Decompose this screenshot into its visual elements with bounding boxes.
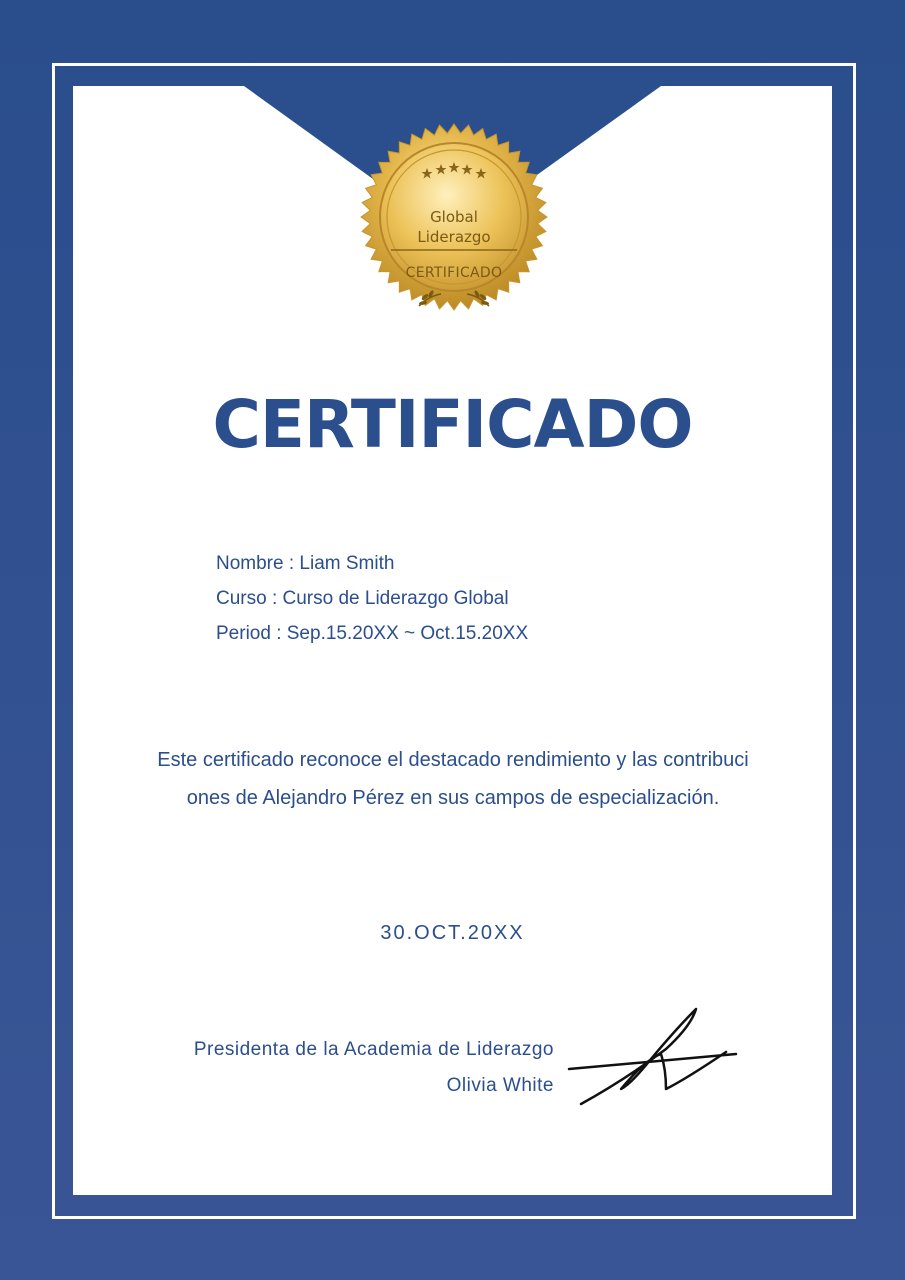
- statement-line-1: Este certificado reconoce el destacado rendimiento y las contribuci: [157, 749, 749, 771]
- certificate-paper: [73, 86, 832, 1195]
- statement-line-2: ones de Alejandro Pérez en sus campos de especialización.: [186, 787, 720, 809]
- seal-text-liderazgo: Liderazgo: [417, 228, 491, 246]
- signer-block: [194, 1032, 554, 1104]
- seal-text-global: Global: [430, 208, 478, 226]
- certificate-details: [216, 546, 528, 651]
- recipient-name: Nombre : Liam Smith: [216, 553, 395, 574]
- gold-seal-icon: [359, 122, 549, 312]
- course-name: Curso : Curso de Liderazgo Global: [216, 588, 509, 609]
- certificate-title: CERTIFICADO: [212, 386, 693, 463]
- certificate-statement: [133, 741, 773, 817]
- signer-title: Presidenta de la Academia de Liderazgo: [193, 1039, 554, 1060]
- certificate-date: 30.OCT.20XX: [380, 922, 525, 944]
- signer-name: Olivia White: [446, 1075, 554, 1096]
- signature-icon: [566, 1004, 741, 1109]
- course-period: Period : Sep.15.20XX ~ Oct.15.20XX: [216, 623, 529, 644]
- seal-text-certificado: CERTIFICADO: [405, 265, 503, 281]
